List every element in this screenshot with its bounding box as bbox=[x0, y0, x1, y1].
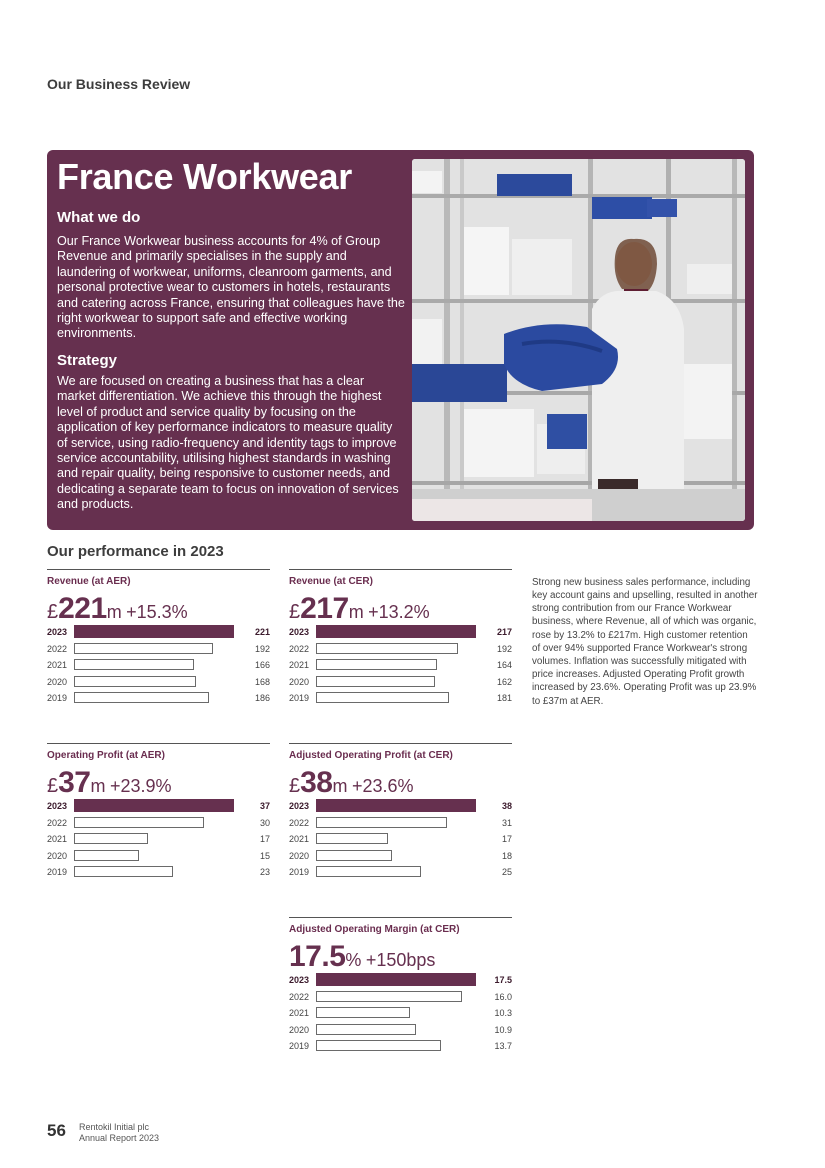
bar-row-2019 bbox=[47, 690, 270, 707]
bar-row-2020 bbox=[289, 1022, 512, 1039]
kpi-value: 17.5 bbox=[289, 940, 346, 973]
bar-year-label: 2023 bbox=[47, 801, 68, 811]
kpi-value: 38 bbox=[300, 766, 333, 799]
bar-row-2019 bbox=[289, 1038, 512, 1055]
bar-year-label: 2019 bbox=[289, 1041, 310, 1051]
bar-row-2022 bbox=[289, 815, 512, 832]
bar-year-label: 2019 bbox=[289, 867, 310, 877]
bar-2020 bbox=[74, 676, 196, 687]
strategy-text: We are focused on creating a business that has a clear market differentiation. We achieve this through the highest level of product and service quality by focusing on the application of key performance indicators to measure quality of service, using radio-frequency and identity tags to improve service accountability, utilising highest standards in washing and repair quality, being responsive to customer needs, and dedicating a separate team to focus on innovation of services and products. bbox=[57, 374, 399, 512]
bar-year-label: 2020 bbox=[289, 850, 310, 861]
bar-value-label: 18 bbox=[501, 850, 512, 861]
bar-year-label: 2021 bbox=[289, 1008, 310, 1018]
bar-value-label: 17 bbox=[259, 834, 270, 844]
bar-2022 bbox=[316, 817, 447, 828]
bar-row-2023 bbox=[289, 624, 512, 641]
kpi-value: 217 bbox=[300, 592, 349, 625]
kpi-headline bbox=[289, 766, 512, 799]
bar-value-label: 192 bbox=[254, 643, 270, 654]
bar-2023 bbox=[74, 799, 234, 812]
kpi-bar-chart bbox=[47, 798, 270, 881]
bar-year-label: 2022 bbox=[289, 991, 310, 1002]
bar-row-2023 bbox=[289, 798, 512, 815]
bar-2019 bbox=[316, 692, 449, 703]
bar-row-2020 bbox=[47, 674, 270, 691]
bar-value-label: 38 bbox=[501, 801, 512, 811]
bar-year-label: 2020 bbox=[289, 676, 310, 687]
bar-year-label: 2022 bbox=[289, 643, 310, 654]
bar-value-label: 30 bbox=[259, 817, 270, 828]
bar-value-label: 181 bbox=[496, 693, 512, 703]
bar-row-2021 bbox=[289, 657, 512, 674]
kpi-change: +15.3% bbox=[126, 602, 188, 622]
performance-title: Our performance in 2023 bbox=[47, 543, 224, 560]
bar-year-label: 2019 bbox=[47, 867, 68, 877]
bar-2019 bbox=[74, 692, 209, 703]
what-we-do-heading: What we do bbox=[57, 209, 141, 226]
bar-year-label: 2023 bbox=[289, 627, 310, 637]
kpi-operating-profit-aer bbox=[47, 743, 270, 881]
bar-value-label: 17.5 bbox=[494, 975, 512, 985]
kpi-unit: m bbox=[348, 602, 364, 622]
bar-row-2021 bbox=[47, 831, 270, 848]
bar-value-label: 13.7 bbox=[494, 1041, 512, 1051]
bar-value-label: 192 bbox=[496, 643, 512, 654]
footer-publication bbox=[79, 1122, 159, 1144]
bar-2021 bbox=[316, 833, 388, 844]
section-label: Our Business Review bbox=[47, 76, 191, 92]
bar-row-2022 bbox=[289, 641, 512, 658]
bar-row-2022 bbox=[47, 815, 270, 832]
kpi-title: Revenue (at AER) bbox=[47, 576, 131, 587]
what-we-do-text: Our France Workwear business accounts for 4% of Group Revenue and primarily specialises in the supply and laundering of workwear, uniforms, cleanroom garments, and personal protective wear to customers in hotels, restaurants and catering across France, ensuring that colleagues have the right workwear to support safe and effective working environments. bbox=[57, 234, 405, 341]
bar-2020 bbox=[316, 850, 392, 861]
bar-2019 bbox=[316, 1040, 441, 1051]
bar-value-label: 186 bbox=[254, 693, 270, 703]
kpi-change: +13.2% bbox=[368, 602, 430, 622]
kpi-adjusted-operating-margin-cer bbox=[289, 917, 512, 1055]
kpi-value: 221 bbox=[58, 592, 107, 625]
bar-2020 bbox=[316, 676, 435, 687]
bar-value-label: 217 bbox=[496, 627, 512, 637]
bar-value-label: 10.3 bbox=[494, 1008, 512, 1018]
bar-value-label: 168 bbox=[254, 676, 270, 687]
bar-2021 bbox=[316, 1007, 410, 1018]
bar-row-2019 bbox=[289, 864, 512, 881]
kpi-revenue-cer bbox=[289, 569, 512, 707]
bar-2022 bbox=[316, 991, 462, 1002]
bar-value-label: 37 bbox=[259, 801, 270, 811]
page-number: 56 bbox=[47, 1121, 66, 1140]
bar-2020 bbox=[316, 1024, 416, 1035]
bar-year-label: 2020 bbox=[47, 850, 68, 861]
kpi-change: +150bps bbox=[365, 950, 436, 970]
bar-value-label: 221 bbox=[254, 627, 270, 637]
bar-2020 bbox=[74, 850, 139, 861]
kpi-revenue-aer bbox=[47, 569, 270, 707]
bar-year-label: 2020 bbox=[47, 676, 68, 687]
footer-company: Rentokil Initial plc bbox=[79, 1122, 150, 1132]
bar-row-2021 bbox=[289, 1005, 512, 1022]
bar-year-label: 2022 bbox=[47, 643, 68, 654]
bar-row-2023 bbox=[47, 624, 270, 641]
kpi-currency: £ bbox=[289, 601, 301, 623]
bar-year-label: 2021 bbox=[47, 660, 68, 670]
bar-2022 bbox=[316, 643, 458, 654]
bar-2022 bbox=[74, 643, 213, 654]
kpi-headline bbox=[47, 592, 270, 625]
kpi-unit: m bbox=[332, 776, 348, 796]
bar-year-label: 2021 bbox=[47, 834, 68, 844]
kpi-currency: £ bbox=[47, 601, 59, 623]
bar-row-2023 bbox=[289, 972, 512, 989]
kpi-title: Adjusted Operating Profit (at CER) bbox=[289, 750, 453, 761]
bar-year-label: 2019 bbox=[289, 693, 310, 703]
bar-row-2021 bbox=[47, 657, 270, 674]
bar-value-label: 16.0 bbox=[494, 991, 512, 1002]
bar-year-label: 2019 bbox=[47, 693, 68, 703]
kpi-title: Revenue (at CER) bbox=[289, 576, 373, 587]
kpi-title: Adjusted Operating Margin (at CER) bbox=[289, 924, 460, 935]
bar-year-label: 2021 bbox=[289, 660, 310, 670]
bar-2021 bbox=[74, 833, 148, 844]
bar-value-label: 23 bbox=[259, 867, 270, 877]
bar-row-2020 bbox=[289, 848, 512, 865]
page-title: France Workwear bbox=[57, 156, 352, 197]
bar-value-label: 25 bbox=[501, 867, 512, 877]
bar-value-label: 166 bbox=[254, 660, 270, 670]
warehouse-photo bbox=[412, 159, 745, 521]
bar-row-2021 bbox=[289, 831, 512, 848]
kpi-headline bbox=[289, 592, 512, 625]
bar-row-2020 bbox=[289, 674, 512, 691]
bar-2023 bbox=[74, 625, 234, 638]
bar-2021 bbox=[316, 659, 437, 670]
bar-value-label: 31 bbox=[501, 817, 512, 828]
bar-year-label: 2023 bbox=[289, 975, 310, 985]
kpi-unit: % bbox=[345, 950, 362, 970]
bar-year-label: 2022 bbox=[47, 817, 68, 828]
kpi-change: +23.9% bbox=[109, 776, 172, 796]
performance-commentary: Strong new business sales performance, including key account gains and upselling, resulted in another strong contribution from our France Workwear business, where Revenue, all of which was organic, rose by 13.2% to £217m. High customer retention of over 94% supported France Workwear's strong volumes. Inflation was successfully mitigated with price increases. Adjusted Operating Profit growth increased by 23.6%. Operating Profit was up 23.9% to £37m at AER. bbox=[532, 576, 758, 707]
kpi-headline bbox=[47, 766, 270, 799]
bar-year-label: 2021 bbox=[289, 834, 310, 844]
bar-year-label: 2020 bbox=[289, 1024, 310, 1035]
bar-value-label: 15 bbox=[259, 850, 270, 861]
bar-year-label: 2023 bbox=[289, 801, 310, 811]
bar-value-label: 10.9 bbox=[494, 1024, 512, 1035]
bar-row-2022 bbox=[289, 989, 512, 1006]
bar-2023 bbox=[316, 973, 476, 986]
bar-row-2020 bbox=[47, 848, 270, 865]
kpi-change: +23.6% bbox=[351, 776, 414, 796]
kpi-bar-chart bbox=[289, 624, 512, 707]
bar-value-label: 162 bbox=[496, 676, 512, 687]
kpi-currency: £ bbox=[47, 775, 59, 797]
bar-2019 bbox=[316, 866, 421, 877]
kpi-currency: £ bbox=[289, 775, 301, 797]
bar-row-2022 bbox=[47, 641, 270, 658]
bar-value-label: 17 bbox=[501, 834, 512, 844]
bar-2022 bbox=[74, 817, 204, 828]
hero-panel bbox=[47, 150, 754, 530]
bar-year-label: 2022 bbox=[289, 817, 310, 828]
bar-row-2019 bbox=[47, 864, 270, 881]
bar-2019 bbox=[74, 866, 173, 877]
kpi-adjusted-operating-profit-cer bbox=[289, 743, 512, 881]
bar-2021 bbox=[74, 659, 194, 670]
bar-row-2023 bbox=[47, 798, 270, 815]
kpi-headline bbox=[289, 940, 512, 973]
strategy-heading: Strategy bbox=[57, 352, 118, 369]
kpi-unit: m bbox=[90, 776, 106, 796]
kpi-bar-chart bbox=[289, 798, 512, 881]
kpi-title: Operating Profit (at AER) bbox=[47, 750, 165, 761]
bar-year-label: 2023 bbox=[47, 627, 68, 637]
bar-value-label: 164 bbox=[496, 660, 512, 670]
kpi-unit: m bbox=[106, 602, 122, 622]
kpi-bar-chart bbox=[289, 972, 512, 1055]
bar-2023 bbox=[316, 625, 476, 638]
bar-2023 bbox=[316, 799, 476, 812]
kpi-value: 37 bbox=[58, 766, 91, 799]
footer-report: Annual Report 2023 bbox=[79, 1133, 160, 1143]
bar-row-2019 bbox=[289, 690, 512, 707]
kpi-bar-chart bbox=[47, 624, 270, 707]
